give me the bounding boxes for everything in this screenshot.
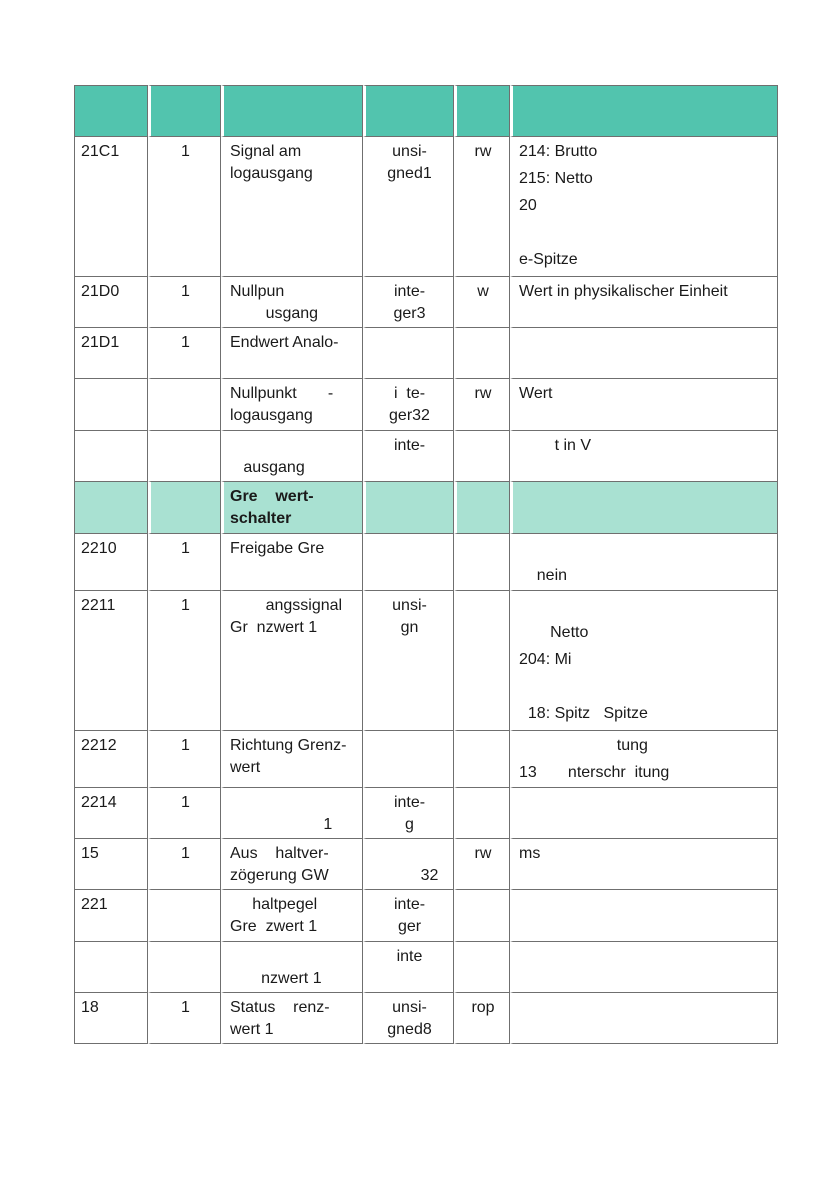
cell-access — [454, 890, 510, 942]
cell-values-line: 20 — [519, 197, 537, 214]
cell-name-line: Aus haltver- — [230, 845, 329, 862]
cell-values — [510, 993, 778, 1044]
cell-name-line: Freigabe Gre — [230, 540, 325, 557]
table-row — [74, 534, 778, 591]
header-cell-subindex — [148, 85, 221, 137]
cell-values — [510, 431, 778, 482]
cell-type — [363, 379, 454, 431]
cell-subindex: 1 — [148, 137, 221, 277]
cell-index: 2212 — [74, 731, 148, 788]
cell-index — [74, 431, 148, 482]
cell-index — [74, 379, 148, 431]
cell-values — [510, 591, 778, 731]
cell-access: rw — [454, 379, 510, 431]
cell-name-line: Gr nzwert 1 — [230, 619, 318, 636]
cell-name — [221, 277, 363, 328]
table-row — [74, 591, 778, 731]
cell-type — [363, 431, 454, 482]
parameter-table — [74, 85, 778, 1044]
cell-subindex — [148, 379, 221, 431]
cell-name-line — [230, 792, 356, 814]
table-row — [74, 328, 778, 379]
cell-name-line: wert 1 — [230, 1021, 274, 1038]
cell-type-line: gned8 — [387, 1021, 432, 1038]
cell-index: 221 — [74, 890, 148, 942]
cell-name — [221, 993, 363, 1044]
cell-type-line: inte — [396, 948, 423, 965]
cell-name-line: Endwert Analo- — [230, 334, 339, 351]
cell-access — [454, 591, 510, 731]
cell-subindex — [148, 482, 221, 534]
cell-name-line: nzwert 1 — [230, 970, 322, 987]
cell-name — [221, 788, 363, 839]
cell-type — [363, 993, 454, 1044]
section-row — [74, 482, 778, 534]
table-row — [74, 788, 778, 839]
cell-subindex: 1 — [148, 277, 221, 328]
cell-subindex: 1 — [148, 788, 221, 839]
cell-name — [221, 534, 363, 591]
cell-name-line: Nullpun — [230, 283, 285, 300]
cell-values — [510, 942, 778, 993]
cell-name — [221, 137, 363, 277]
cell-values — [510, 534, 778, 591]
cell-type-line: gned1 — [387, 165, 432, 182]
cell-access — [454, 482, 510, 534]
cell-values-line: Netto — [519, 624, 589, 641]
cell-access — [454, 942, 510, 993]
cell-values-line: 204: Mi — [519, 651, 572, 668]
cell-subindex: 1 — [148, 591, 221, 731]
cell-type-line: inte- — [393, 896, 426, 913]
cell-name-line: ausgang — [230, 459, 305, 476]
cell-values-line: nein — [519, 567, 568, 584]
cell-type-line: inte- — [393, 283, 426, 300]
cell-values-line: 18: Spitz Spitze — [519, 705, 648, 722]
cell-name — [221, 731, 363, 788]
cell-values-line: 214: Brutto — [519, 143, 598, 160]
table-row — [74, 137, 778, 277]
cell-type — [363, 942, 454, 993]
table-header-row — [74, 85, 778, 137]
cell-name-line: logausgang — [230, 407, 313, 424]
cell-name-line — [230, 946, 356, 968]
cell-index: 2214 — [74, 788, 148, 839]
cell-type-line: ger — [397, 918, 422, 935]
cell-type — [363, 788, 454, 839]
cell-access: rw — [454, 839, 510, 890]
cell-name-line: Signal am — [230, 143, 302, 160]
cell-name — [221, 890, 363, 942]
cell-values — [510, 482, 778, 534]
cell-type-line: inte- — [393, 437, 426, 454]
cell-values — [510, 839, 778, 890]
cell-values-line: Wert in physikalischer Einheit — [519, 283, 728, 300]
cell-values — [510, 277, 778, 328]
header-cell-access — [454, 85, 510, 137]
cell-access: w — [454, 277, 510, 328]
cell-type-line: ger32 — [389, 407, 430, 424]
cell-index: 15 — [74, 839, 148, 890]
cell-index: 18 — [74, 993, 148, 1044]
cell-name-line — [230, 435, 356, 457]
cell-name-line: Richtung Grenz- — [230, 737, 347, 754]
cell-subindex: 1 — [148, 839, 221, 890]
cell-index: 21D1 — [74, 328, 148, 379]
cell-name-line: zögerung GW — [230, 867, 329, 884]
cell-subindex — [148, 431, 221, 482]
table-row — [74, 379, 778, 431]
cell-values-line — [519, 595, 771, 617]
cell-name — [221, 591, 363, 731]
table-row — [74, 731, 778, 788]
cell-name-line: Gre wert- — [230, 488, 314, 505]
cell-access — [454, 788, 510, 839]
cell-type-line: unsi- — [392, 143, 427, 160]
cell-values — [510, 890, 778, 942]
cell-values-line: 215: Netto — [519, 170, 593, 187]
cell-name-line: Status renz- — [230, 999, 330, 1016]
cell-name-line: angssignal — [230, 597, 343, 614]
cell-name-line: schalter — [230, 510, 292, 527]
cell-values-line: e-Spitze — [519, 251, 578, 268]
cell-name-line: Nullpunkt - — [230, 385, 334, 402]
cell-access: rw — [454, 137, 510, 277]
cell-values-line: tung — [519, 737, 648, 754]
cell-subindex — [148, 942, 221, 993]
cell-access — [454, 731, 510, 788]
cell-values-line — [519, 676, 771, 698]
cell-values-line: ms — [519, 845, 541, 862]
cell-access — [454, 431, 510, 482]
cell-name-line: 1 — [230, 816, 333, 833]
cell-type-line: unsi- — [392, 999, 427, 1016]
cell-name — [221, 379, 363, 431]
cell-values-line — [519, 222, 771, 244]
cell-type — [363, 591, 454, 731]
cell-name — [221, 942, 363, 993]
cell-name-line: usgang — [230, 305, 319, 322]
cell-type — [363, 890, 454, 942]
cell-index — [74, 942, 148, 993]
cell-values — [510, 379, 778, 431]
cell-values-line — [519, 538, 771, 560]
cell-access — [454, 534, 510, 591]
cell-values — [510, 328, 778, 379]
cell-values-line: t in V — [519, 437, 592, 454]
cell-type-line: 32 — [380, 867, 439, 884]
cell-values-line: 13 nterschr itung — [519, 764, 670, 781]
cell-type — [363, 482, 454, 534]
header-cell-name — [221, 85, 363, 137]
cell-type-line — [372, 843, 447, 865]
cell-index: 2211 — [74, 591, 148, 731]
cell-type — [363, 277, 454, 328]
header-cell-index — [74, 85, 148, 137]
table-row — [74, 942, 778, 993]
cell-index: 21D0 — [74, 277, 148, 328]
cell-name-line: Gre zwert 1 — [230, 918, 318, 935]
cell-subindex: 1 — [148, 731, 221, 788]
cell-index: 21C1 — [74, 137, 148, 277]
cell-type-line: ger3 — [393, 305, 426, 322]
table-body — [74, 85, 778, 1044]
cell-values — [510, 731, 778, 788]
cell-name — [221, 839, 363, 890]
table-row — [74, 890, 778, 942]
cell-subindex: 1 — [148, 993, 221, 1044]
cell-values — [510, 788, 778, 839]
cell-type — [363, 839, 454, 890]
cell-values-line: Wert — [519, 385, 553, 402]
cell-index — [74, 482, 148, 534]
cell-type-line: unsi- — [392, 597, 427, 614]
cell-type — [363, 137, 454, 277]
cell-type-line: inte- — [393, 794, 426, 811]
table-row — [74, 277, 778, 328]
header-cell-type — [363, 85, 454, 137]
cell-subindex: 1 — [148, 328, 221, 379]
cell-name-line: wert — [230, 759, 261, 776]
header-cell-values — [510, 85, 778, 137]
cell-access: rop — [454, 993, 510, 1044]
cell-type-line: i te- — [393, 385, 426, 402]
cell-values — [510, 137, 778, 277]
cell-type — [363, 328, 454, 379]
cell-subindex — [148, 890, 221, 942]
cell-name — [221, 482, 363, 534]
cell-type-line: gn — [400, 619, 419, 636]
cell-access — [454, 328, 510, 379]
cell-index: 2210 — [74, 534, 148, 591]
table-row — [74, 839, 778, 890]
cell-type — [363, 731, 454, 788]
cell-name-line: haltpegel — [230, 896, 318, 913]
cell-name — [221, 431, 363, 482]
table-row — [74, 431, 778, 482]
cell-subindex: 1 — [148, 534, 221, 591]
cell-type-line: g — [405, 816, 414, 833]
cell-name-line: logausgang — [230, 165, 313, 182]
cell-name — [221, 328, 363, 379]
cell-type — [363, 534, 454, 591]
table-row — [74, 993, 778, 1044]
